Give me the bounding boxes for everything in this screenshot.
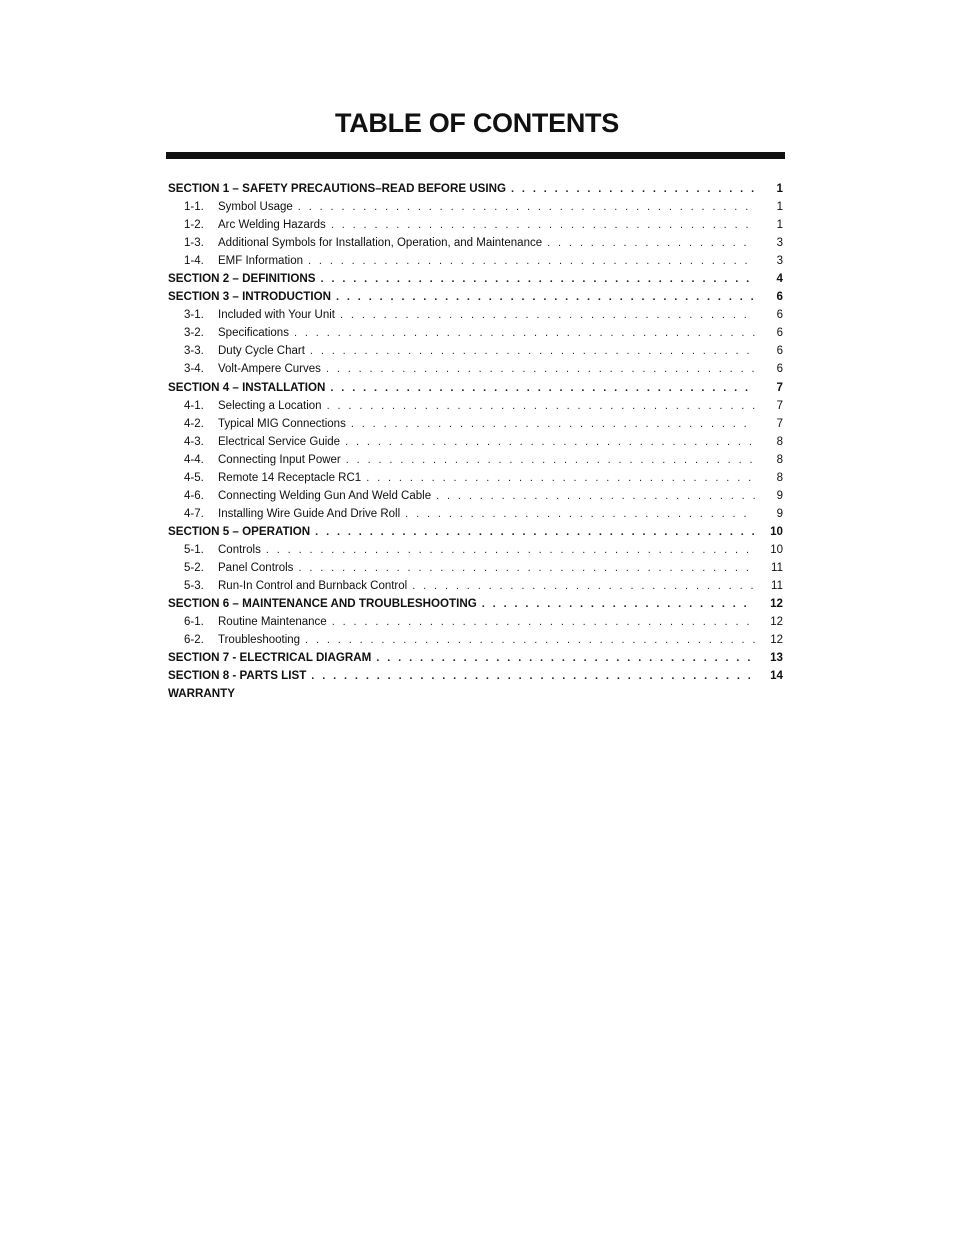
toc-section-entry[interactable] — [166, 649, 785, 667]
dot-leader — [315, 523, 755, 541]
dot-leader — [405, 505, 755, 523]
entry-number: 4-3. — [184, 435, 204, 448]
entry-page-number: 8 — [776, 453, 783, 466]
entry-title: Volt-Ampere Curves — [218, 363, 321, 376]
dot-leader — [336, 288, 755, 306]
entry-page-number: 9 — [776, 489, 783, 502]
entry-number: 4-4. — [184, 453, 204, 466]
entry-title: Panel Controls — [218, 561, 294, 574]
entry-page-number: 6 — [776, 327, 783, 340]
dot-leader — [327, 397, 755, 415]
entry-title: Run-In Control and Burnback Control — [218, 580, 408, 593]
toc-subsection-entry[interactable] — [166, 631, 785, 649]
dot-leader — [311, 667, 755, 685]
entry-number: 4-1. — [184, 399, 204, 412]
toc-section-entry[interactable] — [166, 595, 785, 613]
entry-number: 4-5. — [184, 471, 204, 484]
entry-number: 3-4. — [184, 363, 204, 376]
entry-page-number: 7 — [776, 417, 783, 430]
toc-subsection-entry[interactable] — [166, 469, 785, 487]
entry-title: Connecting Welding Gun And Weld Cable — [218, 489, 432, 502]
entry-title: Installing Wire Guide And Drive Roll — [218, 507, 401, 520]
entry-page-number: 10 — [770, 543, 783, 556]
entry-title: WARRANTY — [168, 687, 235, 701]
dot-leader — [308, 252, 755, 270]
entry-number: 5-3. — [184, 580, 204, 593]
entry-page-number: 6 — [776, 363, 783, 376]
dot-leader — [366, 469, 755, 487]
entry-number: 4-7. — [184, 507, 204, 520]
toc-subsection-entry[interactable] — [166, 433, 785, 451]
toc-subsection-entry[interactable] — [166, 306, 785, 324]
entry-title: Routine Maintenance — [218, 616, 327, 629]
dot-leader — [326, 360, 755, 378]
toc-subsection-entry[interactable] — [166, 342, 785, 360]
toc-section-entry[interactable] — [166, 667, 785, 685]
entry-number: 3-2. — [184, 327, 204, 340]
entry-page-number: 11 — [771, 580, 783, 593]
dot-leader — [332, 613, 755, 631]
entry-page-number: 13 — [770, 651, 783, 665]
dot-leader — [330, 379, 755, 397]
toc-subsection-entry[interactable] — [166, 234, 785, 252]
dot-leader — [321, 270, 755, 288]
dot-leader — [346, 451, 755, 469]
entry-title: Controls — [218, 543, 261, 556]
entry-title: SECTION 7 - ELECTRICAL DIAGRAM — [168, 651, 372, 665]
toc-section-entry[interactable] — [166, 523, 785, 541]
toc-section-entry[interactable] — [166, 379, 785, 397]
dot-leader — [266, 541, 755, 559]
dot-leader — [340, 306, 755, 324]
entry-title: Included with Your Unit — [218, 309, 335, 322]
entry-number: 4-2. — [184, 417, 204, 430]
toc-section-entry[interactable] — [166, 180, 785, 198]
dot-leader — [547, 234, 755, 252]
entry-title: Selecting a Location — [218, 399, 322, 412]
entry-title: SECTION 8 - PARTS LIST — [168, 669, 307, 683]
toc-subsection-entry[interactable] — [166, 415, 785, 433]
entry-title: Connecting Input Power — [218, 453, 341, 466]
dot-leader — [345, 433, 755, 451]
entry-number: 5-2. — [184, 561, 204, 574]
dot-leader — [294, 324, 755, 342]
entry-title: Arc Welding Hazards — [218, 219, 326, 232]
entry-title: EMF Information — [218, 255, 303, 268]
entry-page-number: 12 — [770, 616, 783, 629]
toc-subsection-entry[interactable] — [166, 541, 785, 559]
entry-page-number: 8 — [776, 471, 783, 484]
toc-subsection-entry[interactable] — [166, 487, 785, 505]
entry-page-number: 6 — [776, 309, 783, 322]
entry-title: Symbol Usage — [218, 201, 293, 214]
entry-number: 1-4. — [184, 255, 204, 268]
dot-leader — [298, 198, 755, 216]
entry-page-number: 3 — [776, 255, 783, 268]
entry-title: Remote 14 Receptacle RC1 — [218, 471, 362, 484]
entry-page-number: 10 — [770, 524, 783, 538]
entry-number: 5-1. — [184, 543, 204, 556]
toc-section-entry[interactable] — [166, 270, 785, 288]
entry-title: Specifications — [218, 327, 289, 340]
entry-number: 3-3. — [184, 345, 204, 358]
entry-page-number: 12 — [770, 597, 783, 611]
toc-subsection-entry[interactable] — [166, 451, 785, 469]
entry-number: 1-2. — [184, 219, 204, 232]
dot-leader — [412, 577, 755, 595]
entry-number: 4-6. — [184, 489, 204, 502]
dot-leader — [436, 487, 755, 505]
toc-subsection-entry[interactable] — [166, 252, 785, 270]
dot-leader — [298, 559, 755, 577]
table-of-contents — [166, 180, 785, 703]
entry-page-number: 1 — [776, 219, 783, 232]
dot-leader — [310, 342, 755, 360]
dot-leader — [482, 595, 755, 613]
entry-title: SECTION 5 – OPERATION — [168, 524, 311, 538]
entry-number: 6-2. — [184, 634, 204, 647]
dot-leader — [351, 415, 755, 433]
toc-section-entry[interactable] — [166, 685, 785, 703]
entry-title: Typical MIG Connections — [218, 417, 346, 430]
toc-subsection-entry[interactable] — [166, 216, 785, 234]
entry-title: SECTION 6 – MAINTENANCE AND TROUBLESHOOTING — [168, 597, 477, 611]
toc-subsection-entry[interactable] — [166, 505, 785, 523]
title-rule — [166, 152, 785, 159]
entry-title: SECTION 3 – INTRODUCTION — [168, 290, 331, 304]
entry-number: 1-1. — [184, 201, 204, 214]
entry-page-number: 12 — [770, 634, 783, 647]
entry-page-number: 6 — [776, 290, 783, 304]
entry-title: Additional Symbols for Installation, Operation, and Maintenance — [218, 237, 543, 250]
dot-leader — [511, 180, 755, 198]
entry-number: 3-1. — [184, 309, 204, 322]
entry-number: 6-1. — [184, 616, 204, 629]
toc-subsection-entry[interactable] — [166, 360, 785, 378]
toc-subsection-entry[interactable] — [166, 559, 785, 577]
dot-leader — [305, 631, 755, 649]
entry-page-number: 9 — [776, 507, 783, 520]
toc-subsection-entry[interactable] — [166, 577, 785, 595]
toc-subsection-entry[interactable] — [166, 613, 785, 631]
entry-number: 1-3. — [184, 237, 204, 250]
entry-page-number: 7 — [776, 399, 783, 412]
entry-page-number: 7 — [776, 380, 783, 394]
entry-title: Duty Cycle Chart — [218, 345, 305, 358]
toc-subsection-entry[interactable] — [166, 324, 785, 342]
page-title: TABLE OF CONTENTS — [335, 108, 619, 138]
entry-title: SECTION 4 – INSTALLATION — [168, 380, 326, 394]
entry-title: SECTION 2 – DEFINITIONS — [168, 272, 316, 286]
entry-page-number: 1 — [776, 182, 783, 195]
dot-leader — [331, 216, 755, 234]
dot-leader — [376, 649, 755, 667]
toc-subsection-entry[interactable] — [166, 397, 785, 415]
toc-section-entry[interactable] — [166, 288, 785, 306]
entry-page-number: 4 — [776, 272, 783, 286]
entry-page-number: 6 — [776, 345, 783, 358]
entry-page-number: 11 — [771, 561, 783, 574]
toc-subsection-entry[interactable] — [166, 198, 785, 216]
entry-page-number: 3 — [776, 237, 783, 250]
entry-title: Electrical Service Guide — [218, 435, 341, 448]
entry-page-number: 1 — [776, 201, 783, 214]
entry-page-number: 8 — [776, 435, 783, 448]
entry-page-number: 14 — [770, 669, 783, 683]
entry-title: Troubleshooting — [218, 634, 301, 647]
entry-title: SECTION 1 – SAFETY PRECAUTIONS–READ BEFORE USING — [168, 182, 506, 195]
